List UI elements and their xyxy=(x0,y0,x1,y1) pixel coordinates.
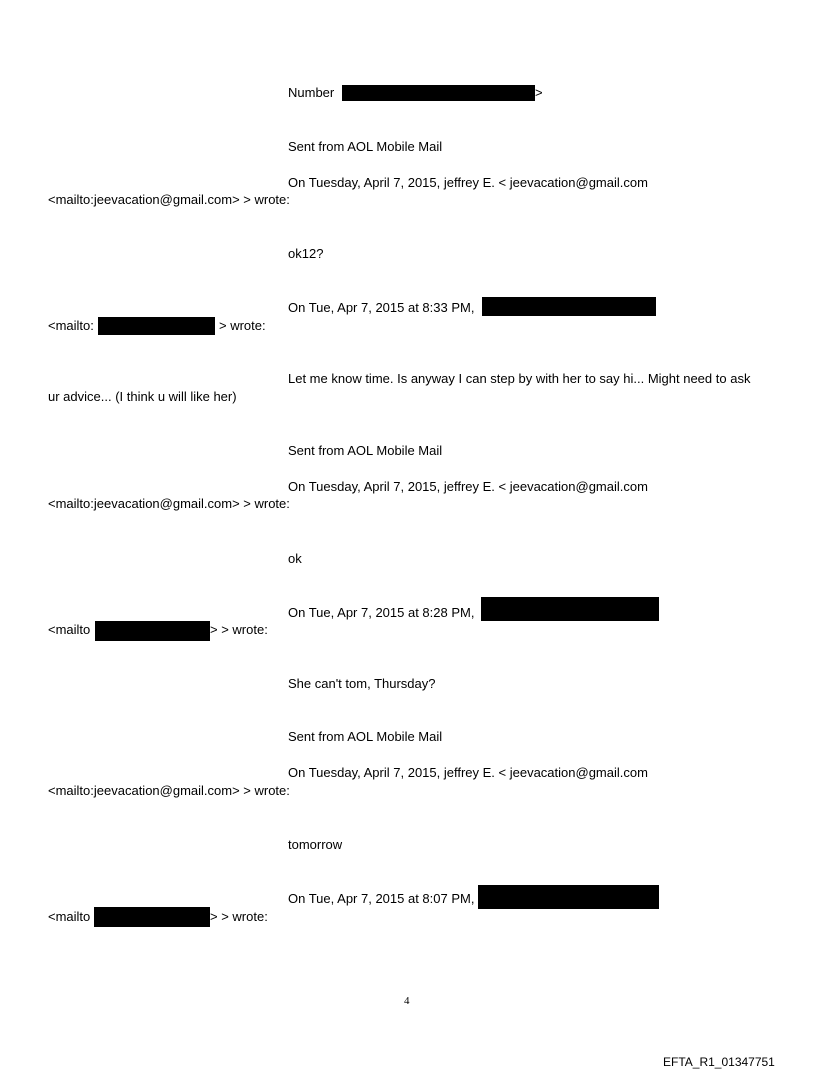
quoted-header-line: On Tuesday, April 7, 2015, jeffrey E. < jeevacation@gmail.com xyxy=(288,765,648,780)
quoted-header-line: On Tuesday, April 7, 2015, jeffrey E. < jeevacation@gmail.com xyxy=(288,175,648,190)
wrote-label: > > wrote: xyxy=(210,909,268,924)
mailto-line: <mailto:jeevacation@gmail.com> > wrote: xyxy=(48,783,290,798)
message-text: She can't tom, Thursday? xyxy=(288,676,436,691)
message-text: Let me know time. Is anyway I can step by with her to say hi... Might need to ask xyxy=(288,371,751,386)
sent-from-line: Sent from AOL Mobile Mail xyxy=(288,139,443,154)
sent-from-line: Sent from AOL Mobile Mail xyxy=(288,729,443,744)
redaction-box xyxy=(94,907,210,927)
number-label: Number xyxy=(288,85,335,100)
message-text: ok12? xyxy=(288,246,324,261)
message-text: tomorrow xyxy=(288,837,343,852)
page-number: 4 xyxy=(404,995,410,1007)
redaction-box xyxy=(482,297,656,316)
message-text: ur advice... (I think u will like her) xyxy=(48,389,237,404)
redaction-box xyxy=(478,885,659,909)
mailto-line: <mailto:jeevacation@gmail.com> > wrote: xyxy=(48,496,290,511)
quoted-header-line: On Tuesday, April 7, 2015, jeffrey E. < jeevacation@gmail.com xyxy=(288,479,648,494)
redaction-box xyxy=(342,85,535,101)
redaction-box xyxy=(481,597,659,621)
number-close: > xyxy=(535,85,543,100)
wrote-label: > wrote: xyxy=(219,318,266,333)
mailto-prefix: <mailto xyxy=(48,622,91,637)
wrote-label: > > wrote: xyxy=(210,622,268,637)
redaction-box xyxy=(98,317,215,335)
message-text: ok xyxy=(288,551,302,566)
quoted-header-line: On Tue, Apr 7, 2015 at 8:33 PM, xyxy=(288,300,475,315)
quoted-header-line: On Tue, Apr 7, 2015 at 8:28 PM, xyxy=(288,605,475,620)
redaction-box xyxy=(95,621,210,641)
mailto-prefix: <mailto xyxy=(48,909,91,924)
sent-from-line: Sent from AOL Mobile Mail xyxy=(288,443,443,458)
quoted-header-line: On Tue, Apr 7, 2015 at 8:07 PM, xyxy=(288,891,475,906)
mailto-line: <mailto:jeevacation@gmail.com> > wrote: xyxy=(48,192,290,207)
mailto-prefix: <mailto: xyxy=(48,318,94,333)
document-id: EFTA_R1_01347751 xyxy=(663,1055,775,1069)
